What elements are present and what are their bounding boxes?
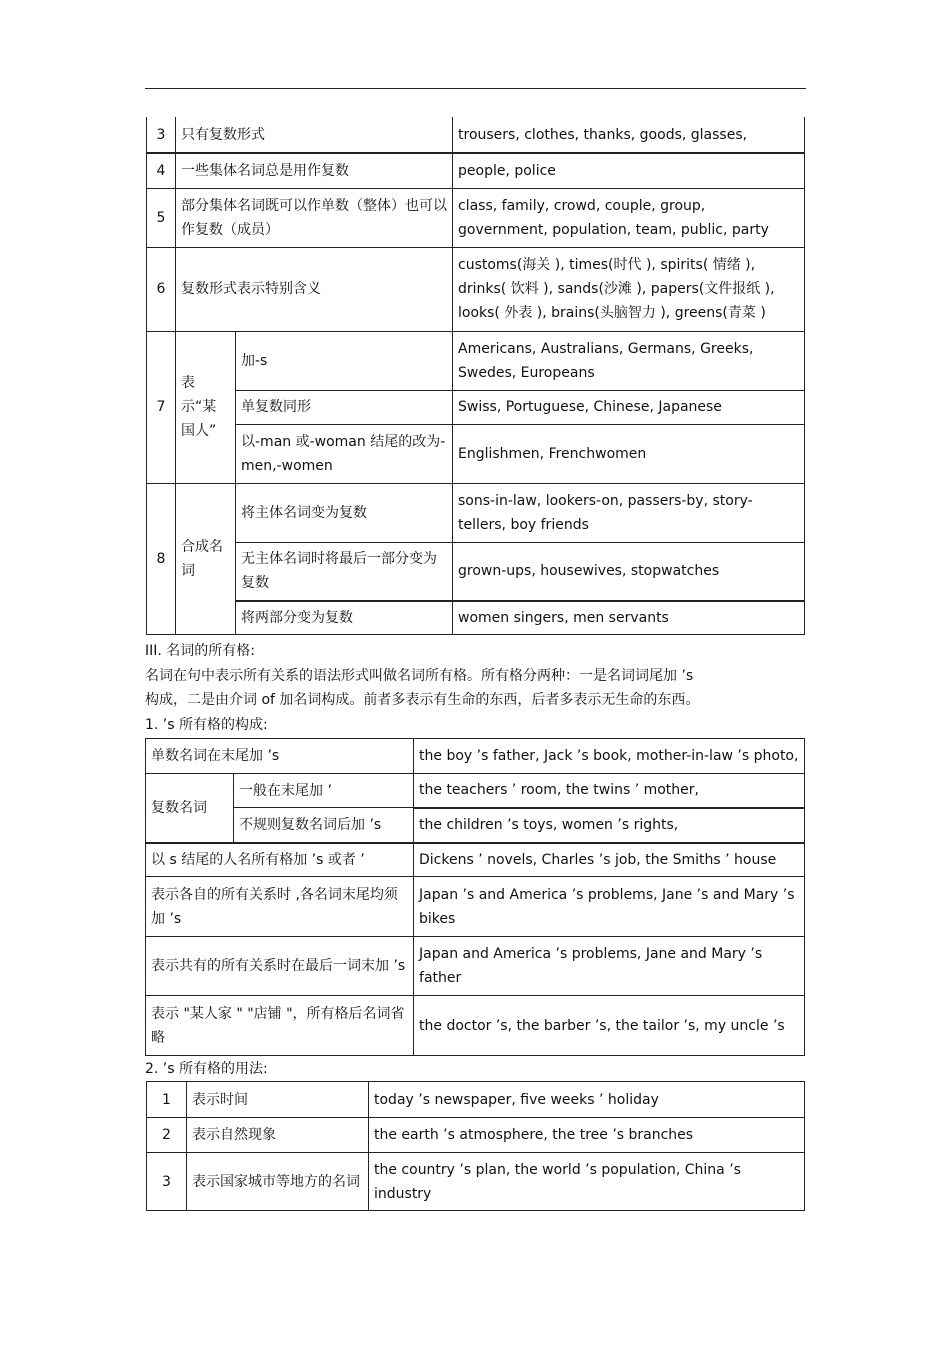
table-row bbox=[147, 117, 805, 153]
table-row bbox=[146, 877, 805, 937]
row-number: 7 bbox=[147, 331, 176, 483]
table-row bbox=[147, 1118, 805, 1153]
subsection-heading: 2. ’s 所有格的用法: bbox=[145, 1061, 268, 1077]
table-row bbox=[147, 247, 805, 331]
rule-cell: 单复数同形 bbox=[236, 390, 453, 424]
examples-cell: trousers, clothes, thanks, goods, glasses, bbox=[453, 117, 805, 153]
examples-cell: people, police bbox=[453, 153, 805, 188]
rule-cell: 一些集体名词总是用作复数 bbox=[176, 153, 453, 188]
examples-cell: the teachers ’ room, the twins ’ mother, bbox=[414, 774, 805, 808]
examples-cell: today ’s newspaper, five weeks ’ holiday bbox=[369, 1082, 805, 1118]
row-number: 3 bbox=[147, 1153, 187, 1211]
rule-cell: 表示自然现象 bbox=[187, 1118, 369, 1153]
table-row bbox=[147, 153, 805, 188]
table-row bbox=[146, 774, 805, 808]
header-rule bbox=[145, 88, 806, 89]
category-cell: 复数名词 bbox=[146, 774, 234, 843]
rule-cell: 单数名词在末尾加 ’s bbox=[146, 739, 414, 774]
examples-cell: Swiss, Portuguese, Chinese, Japanese bbox=[453, 390, 805, 424]
table-row bbox=[147, 601, 805, 634]
rule-cell: 以-man 或-woman 结尾的改为-men,-women bbox=[236, 424, 453, 483]
table-row bbox=[146, 843, 805, 877]
category-cell: 合成名词 bbox=[176, 483, 236, 634]
plural-forms-table bbox=[146, 117, 805, 635]
rule-cell: 表示各自的所有关系时 ,各名词末尾均须加 ’s bbox=[146, 877, 414, 937]
rule-cell: 以 s 结尾的人名所有格加 ’s 或者 ’ bbox=[146, 843, 414, 877]
examples-cell: Japan ’s and America ’s problems, Jane ’s and Mary ’s bikes bbox=[414, 877, 805, 937]
table-row bbox=[147, 1153, 805, 1211]
examples-cell: Japan and America ’s problems, Jane and Mary ’s father bbox=[414, 937, 805, 996]
table-row bbox=[147, 424, 805, 483]
table-row bbox=[146, 996, 805, 1056]
intro-paragraph-line: 名词在句中表示所有关系的语法形式叫做名词所有格。所有格分两种：一是名词词尾加 ’s bbox=[145, 668, 694, 684]
rule-cell: 将两部分变为复数 bbox=[236, 601, 453, 634]
category-cell: 表示“某国人” bbox=[176, 331, 236, 483]
row-number: 2 bbox=[147, 1118, 187, 1153]
examples-cell: the country ’s plan, the world ’s population, China ’s industry bbox=[369, 1153, 805, 1211]
table-row bbox=[147, 188, 805, 247]
examples-cell: the boy ’s father, Jack ’s book, mother-in-law ’s photo, bbox=[414, 739, 805, 774]
table-row bbox=[147, 483, 805, 542]
rule-cell: 加-s bbox=[236, 331, 453, 390]
examples-cell: Americans, Australians, Germans, Greeks, Swedes, Europeans bbox=[453, 331, 805, 390]
intro-paragraph-line: 构成，二是由介词 of 加名词构成。前者多表示有生命的东西，后者多表示无生命的东西。 bbox=[145, 692, 700, 708]
examples-cell: the children ’s toys, women ’s rights, bbox=[414, 808, 805, 843]
examples-cell: women singers, men servants bbox=[453, 601, 805, 634]
row-number: 4 bbox=[147, 153, 176, 188]
rule-cell: 复数形式表示特别含义 bbox=[176, 247, 453, 331]
table-row bbox=[146, 739, 805, 774]
row-number: 6 bbox=[147, 247, 176, 331]
rule-cell: 部分集体名词既可以作单数（整体）也可以作复数（成员） bbox=[176, 188, 453, 247]
examples-cell: Englishmen, Frenchwomen bbox=[453, 424, 805, 483]
rule-cell: 表示 "某人家 " "店铺 "，所有格后名词省略 bbox=[146, 996, 414, 1056]
possessive-formation-table bbox=[145, 738, 805, 1056]
table-row bbox=[146, 808, 805, 843]
rule-cell: 只有复数形式 bbox=[176, 117, 453, 153]
rule-cell: 表示共有的所有关系时在最后一词末加 ’s bbox=[146, 937, 414, 996]
examples-cell: the doctor ’s, the barber ’s, the tailor ’s, my uncle ’s bbox=[414, 996, 805, 1056]
row-number: 8 bbox=[147, 483, 176, 634]
rule-cell: 将主体名词变为复数 bbox=[236, 483, 453, 542]
row-number: 5 bbox=[147, 188, 176, 247]
table-row bbox=[147, 331, 805, 390]
subsection-heading: 1. ’s 所有格的构成: bbox=[145, 717, 268, 733]
table-row bbox=[147, 542, 805, 601]
row-number: 1 bbox=[147, 1082, 187, 1118]
rule-cell: 不规则复数名词后加 ’s bbox=[234, 808, 414, 843]
rule-cell: 一般在末尾加 ’ bbox=[234, 774, 414, 808]
possessive-usage-table bbox=[146, 1081, 805, 1211]
row-number: 3 bbox=[147, 117, 176, 153]
examples-cell: Dickens ’ novels, Charles ’s job, the Smiths ’ house bbox=[414, 843, 805, 877]
examples-cell: sons-in-law, lookers-on, passers-by, story-tellers, boy friends bbox=[453, 483, 805, 542]
rule-cell: 表示时间 bbox=[187, 1082, 369, 1118]
table-row bbox=[147, 1082, 805, 1118]
examples-cell: customs(海关 ), times(时代 ), spirits( 情绪 ), drinks( 饮料 ), sands(沙滩 ), papers(文件报纸 ), looks( 外表 ), brains(头脑智力 ), greens(青菜 ) bbox=[453, 247, 805, 331]
table-row bbox=[146, 937, 805, 996]
table-row bbox=[147, 390, 805, 424]
rule-cell: 表示国家城市等地方的名词 bbox=[187, 1153, 369, 1211]
rule-cell: 无主体名词时将最后一部分变为复数 bbox=[236, 542, 453, 601]
section-heading: III. 名词的所有格: bbox=[145, 643, 256, 659]
examples-cell: grown-ups, housewives, stopwatches bbox=[453, 542, 805, 601]
examples-cell: the earth ’s atmosphere, the tree ’s branches bbox=[369, 1118, 805, 1153]
examples-cell: class, family, crowd, couple, group, government, population, team, public, party bbox=[453, 188, 805, 247]
